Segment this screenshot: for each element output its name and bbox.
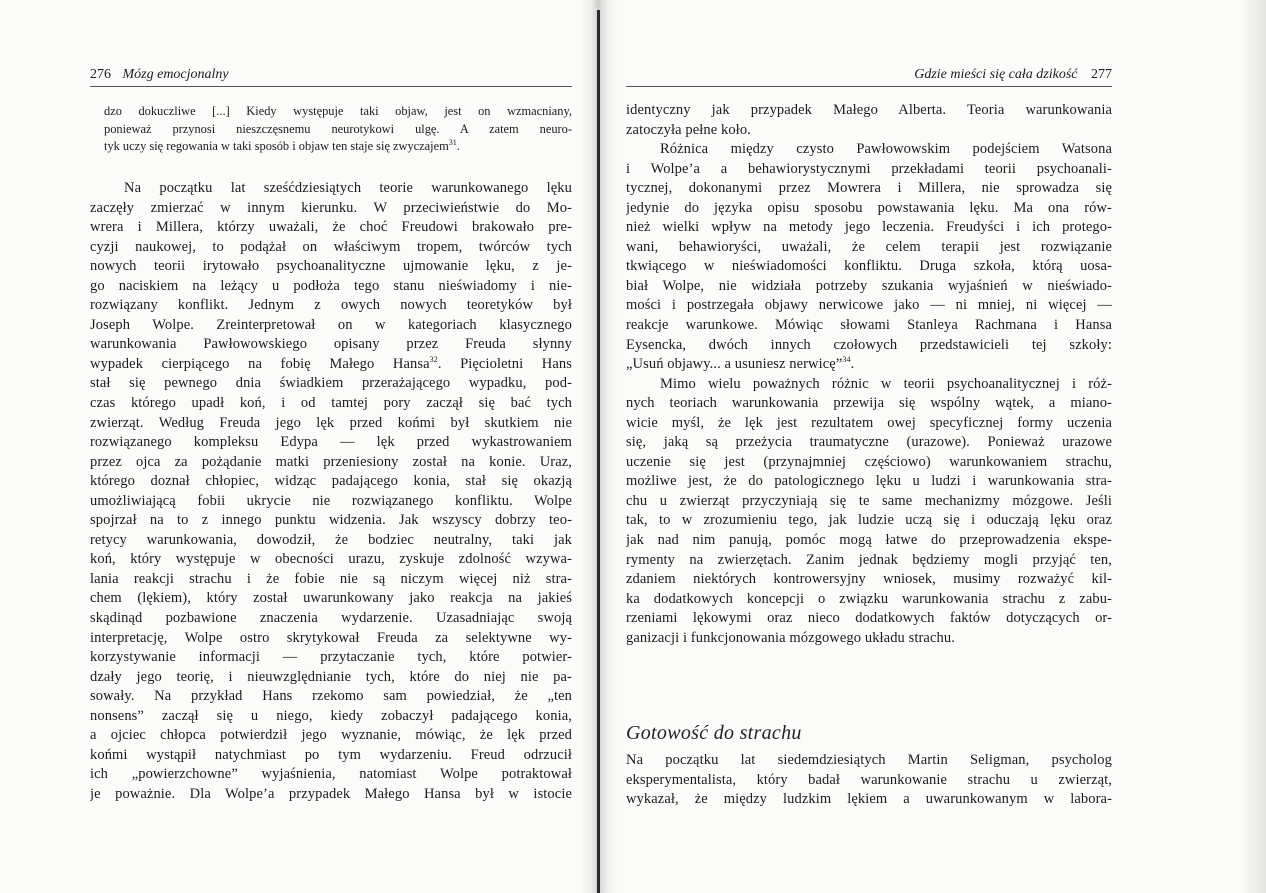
quote-line: dzo dokuczliwe [...] Kiedy występuje taki objaw, jest on wzmacniany, xyxy=(104,104,572,118)
body-line: retycy warunkowania, dowodził, że bodziec neutralny, taki jak xyxy=(90,531,572,548)
body-line: korzystywanie informacji — przytaczanie tych, które potwier- xyxy=(90,649,572,666)
body-line: Na początku lat siedemdziesiątych Martin Seligman, psycholog xyxy=(626,752,1112,768)
body-line: dzały jego teorię, i nieuwzględnianie tych, które do niej nie pa- xyxy=(90,668,572,685)
body-line: biał Wolpe, nie widziała potrzeby szukania wyjaśnień w nieświado- xyxy=(626,277,1112,294)
body-line: rozwiązany konflikt. Jednym z owych nowych teoretyków był xyxy=(90,297,572,314)
body-line: nonsens” zaczął się u niego, kiedy zobaczył padającego konia, xyxy=(90,707,572,724)
body-line: spojrzał na to z innego punktu widzenia. Jak wszyscy dobrzy teo- xyxy=(90,512,572,529)
body-line: możliwe jest, że do patologicznego lęku u ludzi i warunkowania stra- xyxy=(626,473,1112,490)
body-line: mości i postrzegała objawy nerwicowe jako — ni mniej, ni więcej — xyxy=(626,297,1112,314)
body-line-hans xyxy=(90,355,572,375)
body-line: go naciskiem na leżący u podłoża tego stanu nieświadomy i nie- xyxy=(90,277,572,294)
body-line: zatoczyła pełne koło. xyxy=(626,121,751,138)
body-line: wicie myśl, że lęk jest rezultatem owej specyficznej formy uczenia xyxy=(626,414,1112,431)
footnote-ref-32: 32 xyxy=(429,355,438,365)
body-line-text: wypadek cierpiącego na fobię Małego Hansa xyxy=(90,355,430,372)
body-line: Joseph Wolpe. Zreinterpretował on w kategoriach klasycznego xyxy=(90,316,572,333)
body-line: końmi wystąpił natychmiast po tym wydarzeniu. Freud odrzucił xyxy=(90,746,572,763)
body-line: uczenie się jest (przynajmniej częściowo) warunkowaniem strachu, xyxy=(626,453,1112,470)
body-line: Mimo wielu poważnych różnic w teorii psychoanalitycznej i róż- xyxy=(660,375,1112,392)
body-line-rachman: „Usuń objawy... a usuniesz nerwicę”$^{34}$. xyxy=(626,355,855,373)
body-line-tail: . Pięcioletni Hans xyxy=(437,355,572,372)
body-line: Różnica między czysto Pawłowowskim podejściem Watsona xyxy=(660,141,1112,158)
body-line: umożliwiającą fobii ukrycie nie rozwiązanego konfliktu. Wolpe xyxy=(90,492,572,509)
body-line: chem (lękiem), który został uwarunkowany jako reakcja na jakieś xyxy=(90,590,572,607)
body-line: czas którego upadł koń, i od tamtej pory zaczął się bać tych xyxy=(90,395,572,412)
body-line: jak nad nim panują, pomóc mogą łatwe do przeprowadzenia ekspe- xyxy=(626,532,1112,549)
right-running-title: Gdzie mieści się cała dzikość xyxy=(914,67,1078,82)
body-line: nież wielki wpływ na metody jego leczenia. Freudyści i ich protego- xyxy=(626,219,1112,236)
body-line: cyzji naukowej, to podążał on właściwym tropem, twórców tych xyxy=(90,238,572,255)
body-line: ka dodatkowych koncepcji o związku warunkowania strachu z zabu- xyxy=(626,590,1112,607)
body-line: rozwiązanego kompleksu Edypa — lęk przed wykastrowaniem xyxy=(90,434,572,451)
quote-line-text: tyk uczy się regowania w taki sposób i objaw ten staje się zwyczajem xyxy=(104,139,449,154)
body-line: którego doznał chłopiec, widząc padającego konia, stał się okazją xyxy=(90,473,572,490)
body-line: ganizacji i funkcjonowania mózgowego układu strachu. xyxy=(626,629,955,646)
body-line: interpretację, Wolpe ostro skrytykował Freuda za selektywne wy- xyxy=(90,629,572,646)
block-quote xyxy=(104,103,572,156)
quote-line-last: tyk uczy się regowania w taki sposób i objaw ten staje się zwyczajem$^{31}$. xyxy=(104,138,460,154)
body-line: identyczny jak przypadek Małego Alberta. Teoria warunkowania xyxy=(626,102,1112,118)
body-line: chu u zwierząt przyczyniają się te same mechanizmy mózgowe. Jeśli xyxy=(626,492,1112,509)
body-line: jedynie do języka opisu sposobu powstawania lęku. Ma ona rów- xyxy=(626,199,1112,216)
footnote-ref-34: 34 xyxy=(842,355,851,365)
body-line: rymenty na zwierzętach. Zanim jednak będziemy mogli przyjąć ten, xyxy=(626,551,1112,568)
body-line: nowych teorii irytowało psychoanalityczne ujmowanie lęku, z je- xyxy=(90,258,572,275)
body-line: tkwiącego w nieświadomości konfliktu. Druga szkoła, którą uosa- xyxy=(626,258,1112,275)
right-page-number: 277 xyxy=(1091,67,1112,82)
body-line: a ojciec chłopca potwierdził jego wyznanie, mówiąc, że lęk przed xyxy=(90,727,572,744)
body-line: rzeniami lękowymi oraz nieco dodatkowych faktów dotyczących or- xyxy=(626,610,1112,627)
left-page xyxy=(0,0,596,893)
body-line: stał się pewnego dnia świadkiem przerażającego wypadku, pod- xyxy=(90,375,572,392)
body-line: Na początku lat sześćdziesiątych teorie warunkowanego lęku xyxy=(124,180,572,196)
body-line: skądinąd pozbawione znaczenia wydarzenie. Uzasadniając swoją xyxy=(90,610,572,627)
section-heading: Gotowość do strachu xyxy=(626,721,802,744)
body-line-text: „Usuń objawy... a usuniesz nerwicę” xyxy=(626,356,843,373)
right-page xyxy=(606,0,1266,893)
section-paragraph xyxy=(626,751,1112,810)
left-body-paragraph xyxy=(90,179,572,805)
body-line: nych teoriach warunkowania przewija się wspólny wątek, a miano- xyxy=(626,395,1112,412)
body-line: zdaniem niektórych kontrowersyjny wniosek, musimy rozważyć kil- xyxy=(626,571,1112,588)
body-line: je poważnie. Dla Wolpe’a przypadek Małego Hansa był w istocie xyxy=(90,785,572,802)
quote-line: ponieważ przynosi nieszczęsnemu neurotykowi ulgę. A zatem neuro- xyxy=(104,121,572,136)
body-line: zaczęły zmierzać w innym kierunku. W przeciwieństwie do Mo- xyxy=(90,199,572,216)
left-page-number: 276 xyxy=(90,67,111,82)
footnote-ref-31: 31 xyxy=(448,138,457,148)
body-line: przez ojca za pożądanie matki przeniesiony został na konie. Uraz, xyxy=(90,453,572,470)
body-line: lania reakcji strachu i że fobie nie są niczym więcej niż stra- xyxy=(90,570,572,587)
left-page-header xyxy=(90,66,572,87)
body-line: wykazał, że między ludzkim lękiem a uwarunkowanym w labora- xyxy=(626,791,1112,808)
left-running-title: Mózg emocjonalny xyxy=(122,67,229,82)
body-line: Eysencka, dwóch innych czołowych przedstawicieli tej szkoły: xyxy=(626,336,1112,353)
body-line: i Wolpe’a a behawiorystycznymi przekładami teorii psychoanali- xyxy=(626,160,1112,177)
body-line: tak, to w zrozumieniu tego, jak ludzie uczą się i oduczają lęku oraz xyxy=(626,512,1112,529)
body-line: wani, behawioryści, uważali, że celem terapii jest rozwiązanie xyxy=(626,238,1112,255)
right-page-header xyxy=(626,66,1112,87)
body-line: tycznej, dokonanymi przez Mowrera i Millera, nie sprowadza się xyxy=(626,180,1112,197)
right-body-paragraphs xyxy=(626,101,1112,648)
body-line: koń, który występuje w obecności urazu, zyskuje zdolność wzywa- xyxy=(90,551,572,568)
body-line: eksperymentalista, który badał warunkowanie strachu u zwierząt, xyxy=(626,771,1112,788)
body-line: wrera i Millera, którzy uważali, że choć Freudowi brakowało pre- xyxy=(90,219,572,236)
body-line: reakcje warunkowe. Mówiąc słowami Stanleya Rachmana i Hansa xyxy=(626,317,1112,334)
body-line: warunkowania Pawłowowskiego opisany przez Freuda słynny xyxy=(90,336,572,353)
book-spine-line xyxy=(597,10,600,893)
body-line: ich „powierzchowne” wyjaśnienia, natomiast Wolpe potraktował xyxy=(90,766,572,783)
body-line: zwierząt. Według Freuda jego lęk przed końmi był skutkiem nie xyxy=(90,414,572,431)
body-line: sowały. Na przykład Hans rzekomo sam powiedział, że „ten xyxy=(90,688,572,705)
body-line: się, jaką są przeżycia traumatyczne (urazowe). Ponieważ urazowe xyxy=(626,434,1112,451)
